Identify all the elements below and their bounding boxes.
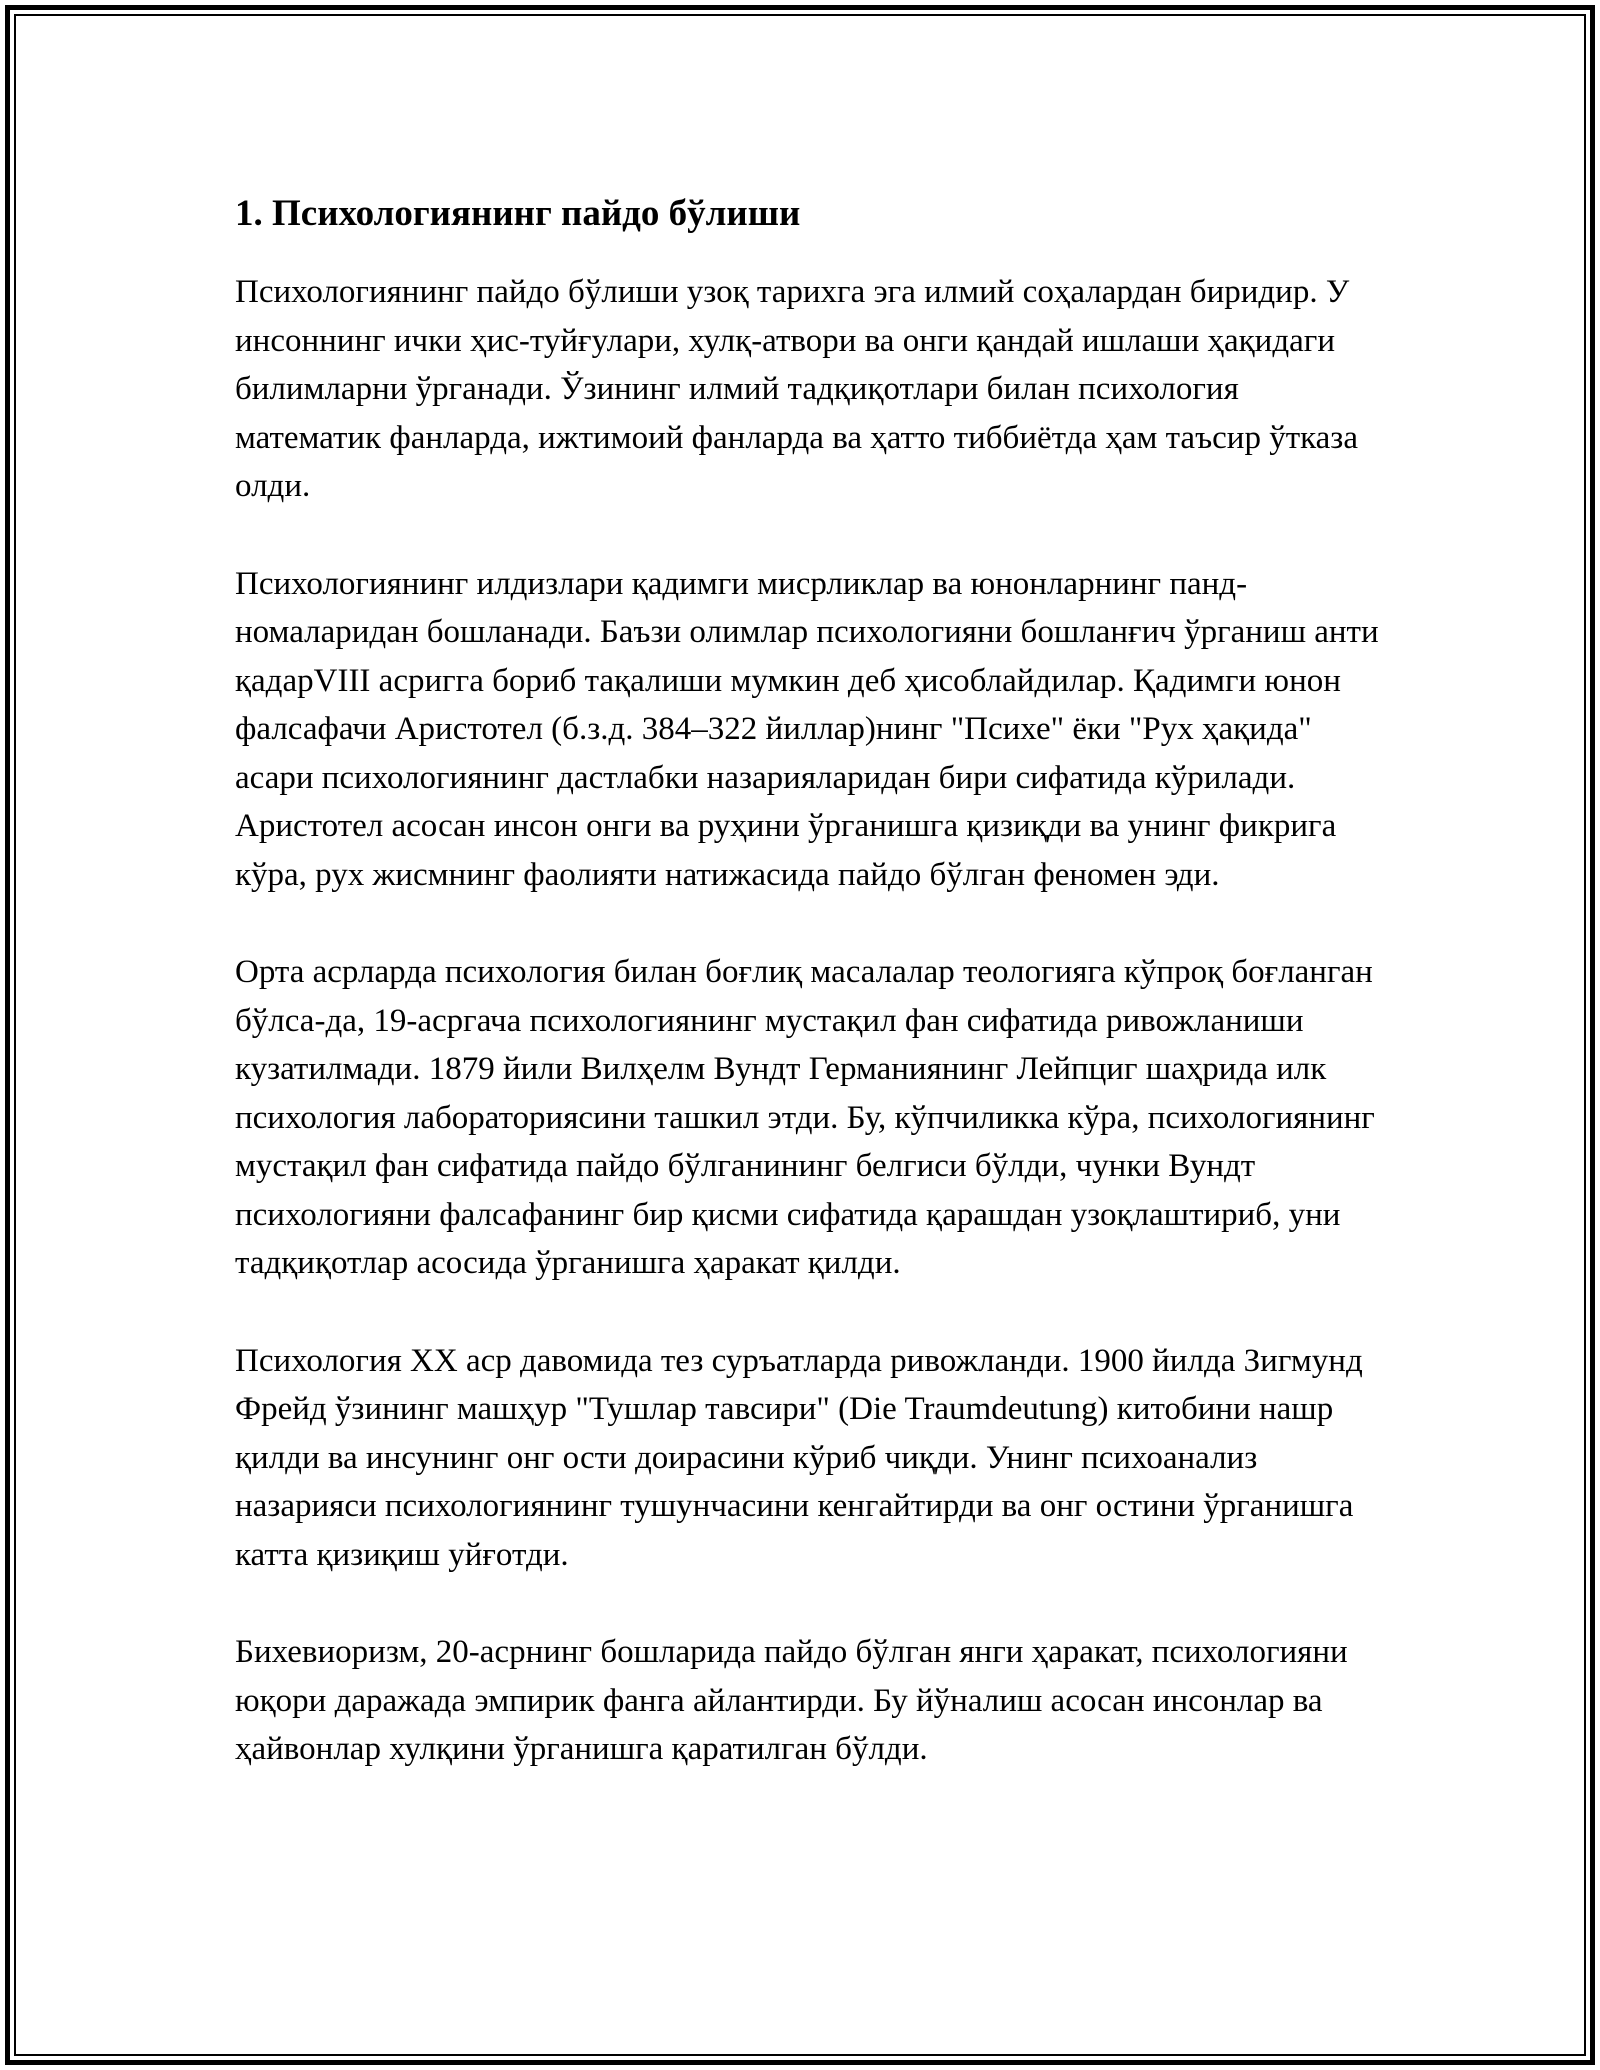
section-heading: 1. Психологиянинг пайдо бўлиши (235, 193, 801, 234)
document-body (235, 190, 1385, 1823)
paragraph-5: Бихевиоризм, 20-асрнинг бошларида пайдо бўлган янги ҳаракат, психологияни юқори даражада эмпирик фанга айлантирди. Бу йўналиш асосан инсонлар ва ҳайвонлар хулқини ўрганишга қаратилган бўлди. (235, 1634, 1348, 1767)
paragraph-4: Психология XX аср давомида тез суръатларда ривожланди. 1900 йилда Зигмунд Фрейд ўзининг машҳур "Тушлар тавсири" (Die Traumdeutung) китобини нашр қилди ва инсунинг онг ости доирасини кўриб чиқди. Унинг психоанализ назарияси психологиянинг тушунчасини кенгайтирди ва онг остини ўрганишга катта қизиқиш уйғотди. (235, 1342, 1363, 1573)
paragraph-2: Психологиянинг илдизлари қадимги мисрликлар ва юнонларнинг панд-номаларидан бошланади. Баъзи олимлар психологияни бошланғич ўрганиш анти қадарVIII асригга бориб тақалиши мумкин деб ҳисоблайдилар. Қадимги юнон фалсафачи Аристотел (б.з.д. 384–322 йиллар)нинг "Психе" ёки "Рух ҳақида" асари психологиянинг дастлабки назарияларидан бири сифатида кўрилади. Аристотел асосан инсон онги ва руҳини ўрганишга қизиқди ва унинг фикрига кўра, рух жисмнинг фаолияти натижасида пайдо бўлган феномен эди. (235, 565, 1379, 893)
paragraph-3: Орта асрларда психология билан боғлиқ масалалар теологияга кўпроқ боғланган бўлса-да, 19-асргача психологиянинг мустақил фан сифатида ривожланиши кузатилмади. 1879 йили Вилҳелм Вундт Германиянинг Лейпциг шаҳрида илк психология лабораториясини ташкил этди. Бу, кўпчиликка кўра, психологиянинг мустақил фан сифатида пайдо бўлганининг белгиси бўлди, чунки Вундт психологияни фалсафанинг бир қисми сифатида қарашдан узоқлаштириб, уни тадқиқотлар асосида ўрганишга ҳаракат қилди. (235, 954, 1375, 1281)
paragraph-1: Психологиянинг пайдо бўлиши узоқ тарихга эга илмий соҳалардан биридир. У инсоннинг ички ҳис-туйғулари, хулқ-атвори ва онги қандай ишлаши ҳақидаги билимларни ўрганади. Ўзининг илмий тадқиқотлари билан психология математик фанларда, ижтимоий фанларда ва ҳатто тиббиётда ҳам таъсир ўтказа олди. (235, 274, 1358, 504)
